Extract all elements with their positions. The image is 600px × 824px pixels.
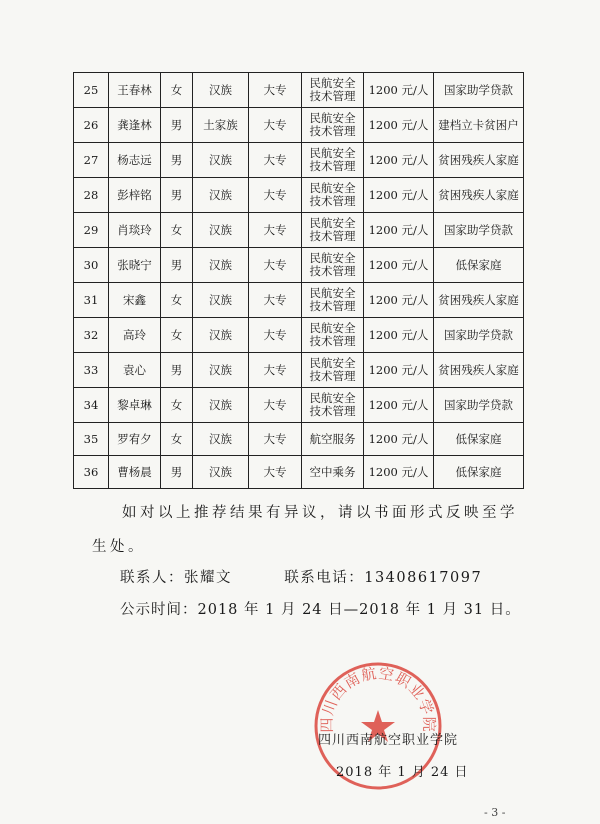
major-line: 技术管理 <box>309 194 356 208</box>
table-row <box>74 178 524 213</box>
major-line: 民航安全 <box>309 286 356 300</box>
cell-no: 27 <box>74 143 109 178</box>
table-row <box>74 318 524 353</box>
cell-gender: 男 <box>161 108 193 143</box>
cell-ethnicity: 汉族 <box>193 388 249 423</box>
major-line: 民航安全 <box>309 251 356 265</box>
cell-amount: 1200 元/人 <box>364 388 434 423</box>
cell-amount: 1200 元/人 <box>364 178 434 213</box>
cell-remark: 低保家庭 <box>434 423 524 456</box>
major-line: 技术管理 <box>309 159 356 173</box>
cell-amount: 1200 元/人 <box>364 283 434 318</box>
major-line: 航空服务 <box>309 431 356 446</box>
cell-no: 36 <box>74 456 109 489</box>
cell-ethnicity: 汉族 <box>193 456 249 489</box>
cell-remark: 国家助学贷款 <box>434 213 524 248</box>
cell-name: 杨志远 <box>109 143 161 178</box>
cell-gender: 男 <box>161 178 193 213</box>
cell-gender: 女 <box>161 318 193 353</box>
cell-level: 大专 <box>249 388 302 423</box>
cell-ethnicity: 汉族 <box>193 248 249 283</box>
table-row <box>74 456 524 489</box>
cell-remark: 国家助学贷款 <box>434 73 524 108</box>
cell-major <box>302 143 364 178</box>
cell-name: 宋鑫 <box>109 283 161 318</box>
major-line: 技术管理 <box>309 264 356 278</box>
page-number: - 3 - <box>484 806 506 819</box>
cell-major <box>302 213 364 248</box>
cell-name: 龚逢林 <box>109 108 161 143</box>
publicity-period: 公示时间：2018 年 1 月 24 日—2018 年 1 月 31 日。 <box>120 602 521 618</box>
cell-level: 大专 <box>249 73 302 108</box>
major-line: 技术管理 <box>309 299 356 313</box>
cell-name: 罗宥夕 <box>109 423 161 456</box>
cell-amount: 1200 元/人 <box>364 353 434 388</box>
cell-remark: 贫困残疾人家庭 <box>434 143 524 178</box>
cell-remark: 低保家庭 <box>434 456 524 489</box>
cell-no: 35 <box>74 423 109 456</box>
table-body <box>74 73 524 489</box>
cell-no: 25 <box>74 73 109 108</box>
cell-ethnicity: 汉族 <box>193 143 249 178</box>
cell-gender: 女 <box>161 388 193 423</box>
cell-level: 大专 <box>249 178 302 213</box>
scholarship-table <box>73 72 524 489</box>
table-row <box>74 73 524 108</box>
major-line: 技术管理 <box>309 229 356 243</box>
cell-no: 29 <box>74 213 109 248</box>
objection-notice: 如对以上推荐结果有异议，请以书面形式反映至学生处。 <box>92 505 518 555</box>
major-line: 技术管理 <box>309 89 356 103</box>
major-line: 民航安全 <box>309 146 356 160</box>
table-row <box>74 353 524 388</box>
cell-level: 大专 <box>249 456 302 489</box>
cell-amount: 1200 元/人 <box>364 456 434 489</box>
cell-major <box>302 108 364 143</box>
major-line: 技术管理 <box>309 334 356 348</box>
cell-ethnicity: 汉族 <box>193 318 249 353</box>
contact-person: 联系人：张耀文 <box>120 570 232 586</box>
cell-remark: 建档立卡贫困户 <box>434 108 524 143</box>
cell-gender: 女 <box>161 423 193 456</box>
cell-name: 高玲 <box>109 318 161 353</box>
major-line: 技术管理 <box>309 124 356 138</box>
major-line: 空中乘务 <box>309 464 356 479</box>
cell-level: 大专 <box>249 213 302 248</box>
cell-amount: 1200 元/人 <box>364 143 434 178</box>
cell-level: 大专 <box>249 423 302 456</box>
cell-amount: 1200 元/人 <box>364 318 434 353</box>
cell-remark: 贫困残疾人家庭 <box>434 283 524 318</box>
cell-major <box>302 248 364 283</box>
cell-name: 王春林 <box>109 73 161 108</box>
contact-line <box>120 566 482 587</box>
cell-no: 32 <box>74 318 109 353</box>
cell-gender: 女 <box>161 283 193 318</box>
cell-major <box>302 353 364 388</box>
table-row <box>74 248 524 283</box>
cell-remark: 贫困残疾人家庭 <box>434 178 524 213</box>
cell-no: 34 <box>74 388 109 423</box>
cell-remark: 国家助学贷款 <box>434 388 524 423</box>
cell-level: 大专 <box>249 318 302 353</box>
cell-ethnicity: 汉族 <box>193 213 249 248</box>
cell-no: 30 <box>74 248 109 283</box>
cell-gender: 男 <box>161 248 193 283</box>
cell-ethnicity: 汉族 <box>193 283 249 318</box>
cell-level: 大专 <box>249 143 302 178</box>
major-line: 民航安全 <box>309 391 356 405</box>
cell-amount: 1200 元/人 <box>364 213 434 248</box>
signature-date: 2018 年 1 月 24 日 <box>336 765 469 780</box>
cell-name: 彭梓铭 <box>109 178 161 213</box>
cell-ethnicity: 汉族 <box>193 73 249 108</box>
cell-gender: 女 <box>161 213 193 248</box>
cell-major <box>302 456 364 489</box>
cell-name: 曹杨晨 <box>109 456 161 489</box>
table-row <box>74 108 524 143</box>
cell-major <box>302 388 364 423</box>
major-line: 技术管理 <box>309 404 356 418</box>
cell-level: 大专 <box>249 353 302 388</box>
svg-text:四川西南航空职业学院: 四川西南航空职业学院 <box>317 664 439 733</box>
cell-name: 肖琰玲 <box>109 213 161 248</box>
table-row <box>74 423 524 456</box>
cell-ethnicity: 土家族 <box>193 108 249 143</box>
cell-major <box>302 423 364 456</box>
major-line: 民航安全 <box>309 181 356 195</box>
cell-no: 31 <box>74 283 109 318</box>
table-row <box>74 388 524 423</box>
cell-ethnicity: 汉族 <box>193 353 249 388</box>
contact-phone: 联系电话：13408617097 <box>284 570 483 586</box>
major-line: 民航安全 <box>309 356 356 370</box>
cell-major <box>302 283 364 318</box>
cell-no: 33 <box>74 353 109 388</box>
cell-name: 袁心 <box>109 353 161 388</box>
cell-level: 大专 <box>249 283 302 318</box>
table-row <box>74 283 524 318</box>
table-row <box>74 213 524 248</box>
cell-amount: 1200 元/人 <box>364 423 434 456</box>
cell-no: 26 <box>74 108 109 143</box>
cell-remark: 低保家庭 <box>434 248 524 283</box>
major-line: 民航安全 <box>309 216 356 230</box>
cell-amount: 1200 元/人 <box>364 73 434 108</box>
major-line: 民航安全 <box>309 321 356 335</box>
cell-no: 28 <box>74 178 109 213</box>
cell-major <box>302 73 364 108</box>
cell-gender: 女 <box>161 73 193 108</box>
cell-level: 大专 <box>249 108 302 143</box>
major-line: 技术管理 <box>309 369 356 383</box>
cell-name: 张晓宁 <box>109 248 161 283</box>
cell-remark: 贫困残疾人家庭 <box>434 353 524 388</box>
cell-ethnicity: 汉族 <box>193 178 249 213</box>
cell-level: 大专 <box>249 248 302 283</box>
cell-gender: 男 <box>161 353 193 388</box>
major-line: 民航安全 <box>309 111 356 125</box>
cell-name: 黎卓琳 <box>109 388 161 423</box>
cell-major <box>302 178 364 213</box>
cell-remark: 国家助学贷款 <box>434 318 524 353</box>
major-line: 民航安全 <box>309 76 356 90</box>
cell-ethnicity: 汉族 <box>193 423 249 456</box>
cell-gender: 男 <box>161 456 193 489</box>
cell-amount: 1200 元/人 <box>364 108 434 143</box>
cell-amount: 1200 元/人 <box>364 248 434 283</box>
table-row <box>74 143 524 178</box>
cell-gender: 男 <box>161 143 193 178</box>
signature-organization: 四川西南航空职业学院 <box>318 733 459 748</box>
cell-major <box>302 318 364 353</box>
